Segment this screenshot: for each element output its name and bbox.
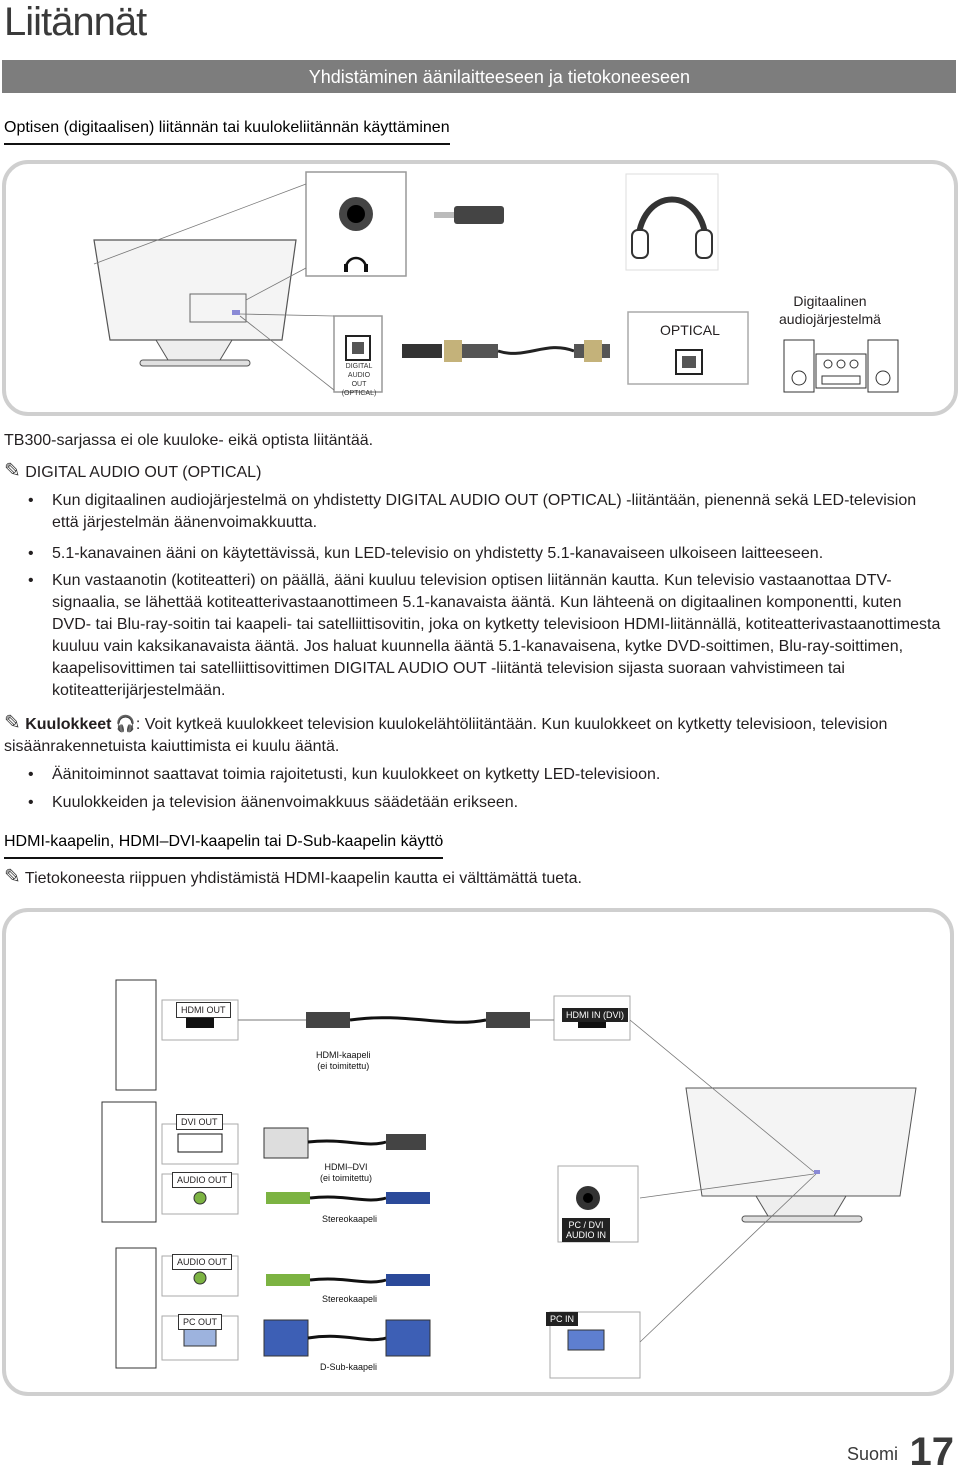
- pencil-note-icon: ✎: [4, 866, 21, 888]
- pc-dvi-audio-in-label: [562, 1218, 610, 1242]
- pc-dvi-audio-line2: AUDIO IN: [566, 1230, 607, 1240]
- pc-out-label: PC OUT: [178, 1314, 222, 1330]
- hdmi-out-label: HDMI OUT: [176, 1002, 231, 1018]
- digital-audio-system-label: [770, 292, 890, 328]
- optical-bullet-2: • 5.1-kanavainen ääni on käytettävissä, kun LED-televisio on yhdistetty 5.1-kanavaiseen ulkoiseen laitteeseen.: [52, 543, 942, 565]
- stereo-cable-label-2: Stereokaapeli: [322, 1294, 378, 1304]
- page-number: 17: [909, 1430, 954, 1474]
- headphones-note-title: Kuulokkeet: [25, 716, 112, 733]
- hdmi-cable-line1: HDMI-kaapeli: [316, 1050, 371, 1060]
- port-label-line1: DIGITAL: [345, 363, 373, 370]
- hdmi-note: [4, 866, 582, 890]
- hdmi-dvi-line1: HDMI–DVI: [324, 1162, 368, 1172]
- headphones-bullet-2: • Kuulokkeiden ja television äänenvoimakkuus säädetään erikseen.: [52, 792, 942, 814]
- audio-out-label-2: AUDIO OUT: [172, 1254, 232, 1270]
- headphones-note: [4, 712, 944, 758]
- model-note: TB300-sarjassa ei ole kuuloke- eikä optista liitäntää.: [4, 432, 374, 449]
- hdmi-dvi-line2: (ei toimitettu): [320, 1173, 373, 1183]
- pc-dvi-audio-line1: PC / DVI: [568, 1220, 604, 1230]
- section-title: Yhdistäminen äänilaitteeseen ja tietokoneeseen: [308, 67, 690, 87]
- headphone-icon: 🎧: [115, 716, 136, 733]
- optical-diagram: [2, 160, 958, 416]
- section-bar: [2, 60, 956, 93]
- digital-audio-note: [4, 460, 261, 484]
- optical-bullet-1: • Kun digitaalinen audiojärjestelmä on yhdistetty DIGITAL AUDIO OUT (OPTICAL) -liitäntään, pienennä sekä LED-television että järjestelmän äänenvoimakkuutta.: [52, 490, 942, 534]
- page-title: Liitännät: [4, 0, 147, 44]
- optical-diagram-art: [6, 164, 954, 412]
- pc-connection-diagram: [2, 908, 954, 1396]
- optical-port-label: [340, 362, 378, 398]
- hdmi-dvi-cable-label: [320, 1162, 372, 1184]
- hdmi-heading: HDMI-kaapelin, HDMI–DVI-kaapelin tai D-Sub-kaapelin käyttö: [4, 833, 443, 859]
- hdmi-cable-line2: (ei toimitettu): [317, 1061, 370, 1071]
- dvi-out-label: DVI OUT: [176, 1114, 223, 1130]
- headphones-bullet-1: • Äänitoiminnot saattavat toimia rajoitetusti, kun kuulokkeet on kytketty LED-televisioon.: [52, 764, 942, 786]
- stereo-cable-label-1: Stereokaapeli: [322, 1214, 378, 1224]
- port-label-line3: (OPTICAL): [341, 390, 377, 397]
- pencil-note-icon: ✎: [4, 712, 21, 734]
- pc-in-label: PC IN: [546, 1312, 578, 1326]
- dsub-cable-label: D-Sub-kaapeli: [320, 1362, 378, 1372]
- hdmi-in-label: HDMI IN (DVI): [562, 1008, 628, 1022]
- hdmi-cable-label: [316, 1050, 371, 1072]
- optical-bullet-3: • Kun vastaanotin (kotiteatteri) on päällä, ääni kuuluu television optisen liitännän kautta. Kun televisio vastaanottaa DTV-signaalia, se lähettää kotiteatterivastaanottimeen 5.1-kanavaista ääntä. Kun lähteenä on digitaalinen komponentti, kuten DVD- tai Blu-ray-soitin tai kaapeli- tai satelliittisovitin, joka on kytketty televisioon HDMI-liitännällä, kotiteatterivastaanottimesta kuuluu vain kaksikanavaista ääntä. Jos haluat kuunnella ääntä 5.1-kanavaisena, kytke DVD-soittimen, Blu-ray-soittimen, kaapelisovittimen tai satelliittisovittimen DIGITAL AUDIO OUT -liitäntä television sijasta suoraan vahvistimeen tai kotiteatterijärjestelmään.: [52, 570, 942, 702]
- pencil-note-icon: ✎: [4, 460, 21, 482]
- digital-audio-note-title: DIGITAL AUDIO OUT (OPTICAL): [25, 464, 262, 481]
- tv-back-illustration: [94, 240, 296, 366]
- pc-connection-art: [6, 912, 950, 1392]
- headphones-note-text: : Voit kytkeä kuulokkeet television kuulokelähtöliitäntään. Kun kuulokkeet on kytketty televisioon, television sisäänrakennetuista kaiuttimista ei kuulu ääntä.: [4, 716, 888, 755]
- optical-input-label: OPTICAL: [660, 322, 720, 338]
- hdmi-note-text: Tietokoneesta riippuen yhdistämistä HDMI-kaapelin kautta ei välttämättä tueta.: [24, 870, 582, 887]
- system-label-line2: audiojärjestelmä: [779, 311, 881, 327]
- audio-out-label-1: AUDIO OUT: [172, 1172, 232, 1188]
- page-language: Suomi: [846, 1444, 898, 1464]
- optical-heading: Optisen (digitaalisen) liitännän tai kuulokeliitännän käyttäminen: [4, 119, 450, 145]
- port-label-line2: AUDIO OUT: [347, 372, 371, 388]
- system-label-line1: Digitaalinen: [793, 293, 867, 309]
